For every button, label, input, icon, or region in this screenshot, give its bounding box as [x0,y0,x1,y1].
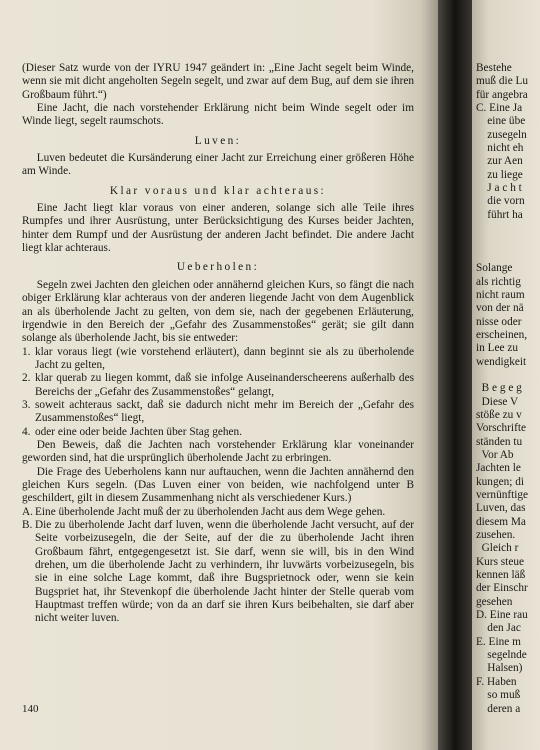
right-page-line [476,222,540,235]
body-paragraph: Eine Jacht, die nach vorstehender Erklärung nicht beim Winde segelt oder im Winde liegt, segelt raumschots. [22,102,414,128]
right-page-line: ständen tu [476,435,523,448]
right-page-line: die vorn [476,195,525,208]
right-page-line: muß die Lu [476,75,529,88]
right-page-line: E. Eine m [476,635,521,648]
list-item-text: oder eine oder beide Jachten über Stag gehen. [35,425,243,438]
right-page-line: zur Aen [476,155,523,168]
right-page-line: diesem Ma [476,515,526,528]
list-item-marker: 2. [22,372,31,385]
right-page [472,0,540,750]
list-item-marker: B. [22,519,33,531]
list-item-text: klar querab zu liegen kommt, daß sie infolge Auseinanderscheerens außerhalb des Bereichs der „Gefahr des Zusammenstoßes“ gelangt, [35,372,414,398]
right-page-line: kennen läß [476,569,526,582]
right-page-line: Kurs steue [476,555,525,568]
body-paragraph: Eine Jacht liegt klar voraus von einer anderen, solange sich alle Teile ihres Rumpfes und ihrer Ausrüstung, unter Berücksichtigung des Kurses beider Jachten, hinter dem Rumpf und der Ausrüstung der anderen Jacht befindet. Die andere Jacht liegt klar achteraus. [22,202,414,255]
right-page-line: den Jac [476,622,521,635]
right-page-line [476,369,540,382]
right-page-line: F. Haben [476,675,517,688]
right-page-line: gesehen [476,595,513,608]
right-page-line: führt ha [476,208,523,221]
right-page-line: nicht eh [476,142,524,155]
right-page-line: nisse oder [476,315,522,328]
right-page-line: vernünftige [476,489,529,501]
right-page-line: Halsen) [476,662,523,675]
section-heading: Klar voraus und klar achteraus: [109,184,327,197]
right-page-line: B e g e g [476,382,522,395]
list-item-text: soweit achteraus sackt, daß sie dadurch nicht mehr im Bereich der „Gefahr des Zusammenstoßes“ liegt, [35,398,414,425]
right-page-line: Jachten le [476,462,521,475]
right-page-line: Bestehe [476,62,512,74]
right-page-line: Solange [476,262,513,275]
body-paragraph: (Dieser Satz wurde von der IYRU 1947 geändert in: „Eine Jacht segelt beim Winde, wenn sie mit dicht angeholten Segeln segelt, und zwar auf dem Bug, auf dem sie ihren Großbaum führt.“) [22,62,414,101]
right-page-line [476,235,540,248]
right-page-line: deren a [476,702,521,715]
right-page-line: so muß [476,689,521,702]
right-page-line: von der nä [476,302,524,315]
right-page-line: in Lee zu [476,342,519,355]
right-page-line: Vorschrifte [476,422,526,435]
list-item [22,426,414,439]
right-page-line: Luven, das [476,502,526,515]
right-page-line: nicht raum [476,288,525,301]
list-item [22,506,414,519]
right-page-line: Vor Ab [476,448,514,461]
body-paragraph: Den Beweis, daß die Jachten nach vorstehender Erklärung klar voneinander geworden sind, hat die ursprünglich überholende Jacht zu erbringen. [22,438,414,465]
right-page-line [476,249,540,262]
list-item-marker: 1. [22,345,31,358]
right-page-line: wendigkeit [476,355,527,368]
right-page-line: erscheinen, [476,328,528,341]
right-page-line: stöße zu v [476,408,522,421]
list-item [22,346,414,373]
list-item-marker: A. [22,505,33,518]
right-page-line: als richtig [476,275,521,288]
body-paragraph: Segeln zwei Jachten den gleichen oder annähernd gleichen Kurs, so fängt die nach obiger Erklärung klar achteraus von der anderen liegende Jacht von dem Augenblick an als überholende Jacht zu gelten, von dem sie, nach der gegebenen Erläuterung, irgendwie in den Bereich der „Gefahr des Zusammenstoßes“ gerät; sie gilt dann solange als überholende Jacht, bis sie entweder: [22,278,414,345]
body-paragraph: Luven bedeutet die Kursänderung einer Jacht zur Erreichung einer größeren Höhe am Winde. [22,152,414,178]
right-page-line: Diese V [476,395,519,408]
right-page-line: kungen; di [476,475,525,488]
section-heading: Luven: [194,134,242,147]
page-number: 140 [22,703,39,715]
list-item-marker: 4. [22,425,31,438]
right-page-line: der Einschr [476,582,528,595]
right-page-line: Gleich r [476,542,519,555]
right-page-line: zusegeln [476,128,527,141]
section-heading: Ueberholen: [176,261,260,274]
list-item-text: klar voraus liegt (wie vorstehend erläutert), dann beginnt sie als zu überholende Jacht zu gelten, [35,345,414,371]
right-page-line: eine übe [476,115,526,128]
right-page-line: zu liege [476,168,523,181]
list-item [22,519,414,626]
right-page-line: zusehen. [476,529,516,542]
list-item-text: Die zu überholende Jacht darf luven, wenn die überholende Jacht versucht, auf der Seite vorbeizusegeln, die der Seite, auf der die zu überholende Jacht ihren Großbaum fährt, entgegengesetzt ist. Sie darf, wenn sie will, bis in den Wind drehen, um die überholende Jacht zu verhindern, ihr luvwärts vorbeizusegeln, bis sie in eine solche Lage kommt, daß ihre Bugsprietnock oder, wenn sie kein Bugspriet hat, ihr Stevenkopf die überholende Jacht hinter der Stelle querab vom Hauptmast treffen würde; von da an darf sie ihren Kurs beibehalten, sie darf aber nicht weiter luven. [35,519,414,625]
list-item [22,372,414,399]
right-page-line: für angebra [476,88,528,101]
right-page-line: C. Eine Ja [476,102,523,115]
right-page-line: segelnde [476,649,527,662]
right-page-text [476,62,540,716]
left-page-text [22,62,414,626]
right-page-line: D. Eine rau [476,609,528,622]
list-item-text: Eine überholende Jacht muß der zu überholenden Jacht aus dem Wege gehen. [35,505,386,518]
right-page-line: J a c h t [476,182,522,195]
list-item-marker: 3. [22,398,31,411]
body-paragraph: Die Frage des Ueberholens kann nur auftauchen, wenn die Jachten annähernd den gleichen Kurs segeln. (Das Luven einer von beiden, wie nachfolgend unter B geschildert, gilt in diesem Zusammenhang nicht als verschiedener Kurs.) [22,465,414,505]
list-item [22,399,414,426]
book-gutter [438,0,472,750]
